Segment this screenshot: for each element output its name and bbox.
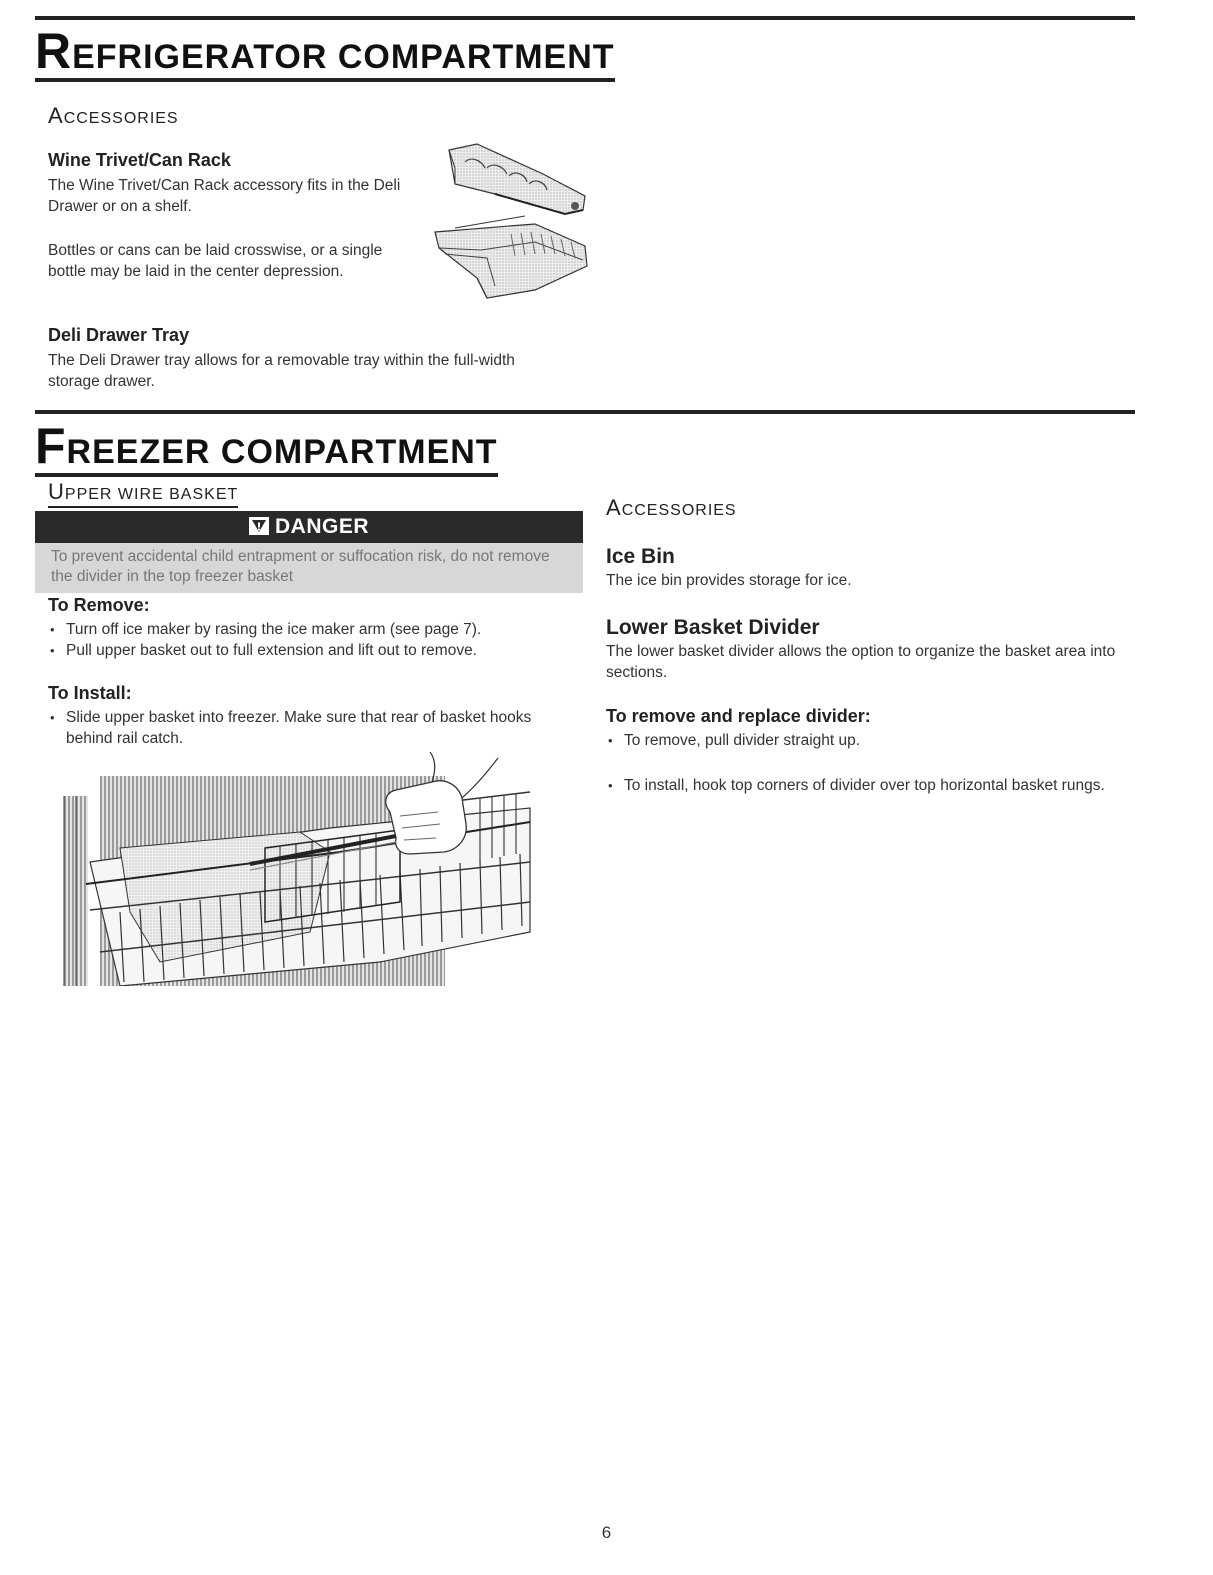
- page-number: 6: [601, 1523, 612, 1542]
- list-item: • Turn off ice maker by rasing the ice maker arm (see page 7).: [48, 619, 588, 640]
- to-remove-title: To Remove:: [48, 595, 150, 615]
- deli-tray-text: The Deli Drawer tray allows for a removable tray within the full-width storage drawer.: [48, 352, 515, 390]
- wine-rack-text-1: The Wine Trivet/Can Rack accessory fits in the Deli Drawer or on a shelf.: [48, 177, 401, 215]
- danger-banner: [35, 511, 583, 543]
- list-item: • To install, hook top corners of divider over top horizontal basket rungs.: [606, 775, 1146, 796]
- upper-basket-heading: UPPER WIRE BASKET: [48, 479, 238, 508]
- list-item: • Pull upper basket out to full extension and lift out to remove.: [48, 640, 588, 661]
- refrigerator-accessories-heading: ACCESSORIES: [48, 103, 179, 128]
- list-item: • Slide upper basket into freezer. Make sure that rear of basket hooks behind rail catch.: [48, 707, 573, 749]
- wine-rack-title: Wine Trivet/Can Rack: [48, 150, 231, 170]
- list-item: • To remove, pull divider straight up.: [606, 730, 1146, 751]
- to-install-list: [48, 707, 573, 749]
- danger-text: To prevent accidental child entrapment or suffocation risk, do not remove the divider in the top freezer basket: [35, 543, 583, 593]
- to-remove-list: [48, 619, 588, 661]
- warning-icon: [249, 517, 269, 535]
- danger-label: DANGER: [274, 515, 369, 538]
- replace-divider-list: [606, 730, 1146, 796]
- top-rule: [35, 16, 1135, 20]
- middle-rule: [35, 410, 1135, 414]
- basket-illustration: [60, 752, 560, 986]
- ice-bin-title: Ice Bin: [606, 545, 675, 568]
- wine-rack-text-2: Bottles or cans can be laid crosswise, or a single bottle may be laid in the center depression.: [48, 242, 383, 280]
- replace-divider-title: To remove and replace divider:: [606, 706, 871, 726]
- divider-text: The lower basket divider allows the option to organize the basket area into sections.: [606, 643, 1116, 681]
- ice-bin-text: The ice bin provides storage for ice.: [606, 572, 852, 589]
- wine-rack-illustration: [415, 138, 600, 318]
- refrigerator-title: REFRIGERATOR COMPARTMENT: [35, 26, 615, 82]
- divider-title: Lower Basket Divider: [606, 616, 820, 639]
- deli-tray-title: Deli Drawer Tray: [48, 325, 190, 345]
- freezer-accessories-heading: ACCESSORIES: [606, 495, 737, 520]
- freezer-title: FREEZER COMPARTMENT: [35, 421, 498, 477]
- to-install-title: To Install:: [48, 683, 132, 703]
